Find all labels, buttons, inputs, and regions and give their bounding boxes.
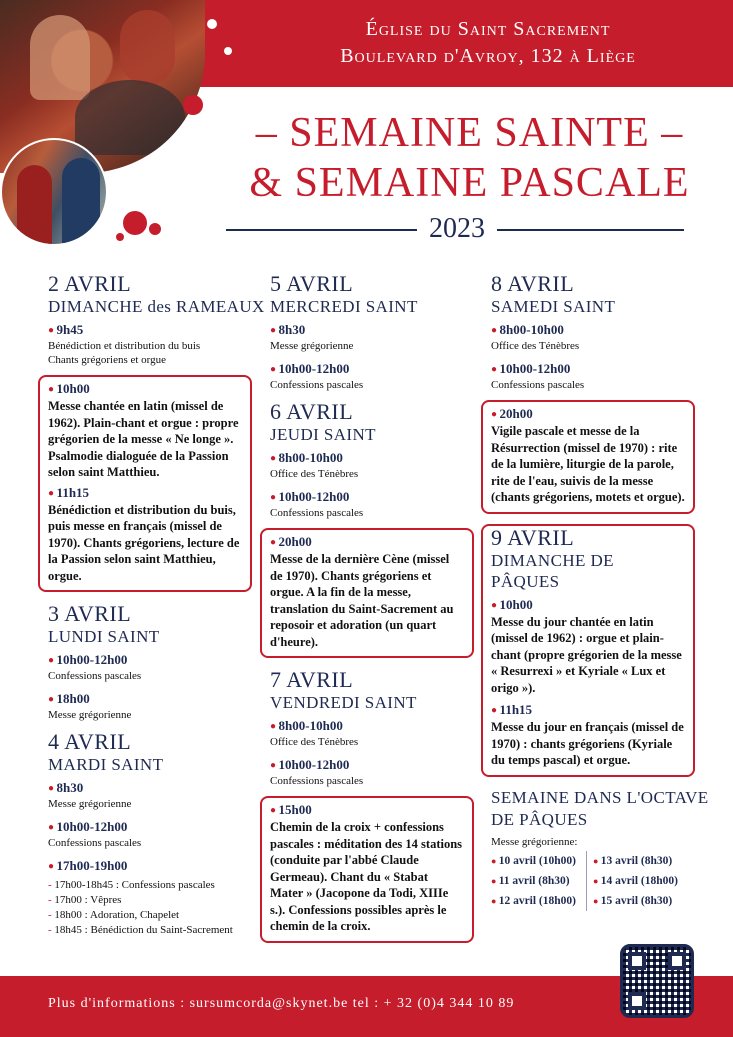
schedule-description: Vigile pascale et messe de la Résurrection (missel de 1970) : rite de la lumière, liturgie de la parole, rite de l'eau, suivis de la messe (chants grégoriens, motets et orgue). [491, 424, 685, 504]
church-name: Église du Saint Sacrement [365, 18, 611, 40]
schedule-time: ● 9h45 [48, 322, 268, 339]
day-section [270, 668, 490, 943]
schedule-time: ● 8h00-10h00 [270, 718, 490, 735]
day-date: 4 AVRIL [48, 729, 132, 754]
schedule-description: Confessions pascales [48, 837, 142, 849]
highlight-box [260, 528, 474, 658]
day-section [491, 272, 711, 514]
title-line-2: & SEMAINE PASCALE [249, 160, 690, 206]
qr-corner-icon [668, 952, 686, 970]
day-section [270, 272, 490, 392]
schedule-description: Confessions pascales [270, 507, 364, 519]
day-section [270, 400, 490, 658]
day-name: SAMEDI SAINT [491, 297, 616, 316]
schedule-description: Office des Ténèbres [270, 468, 359, 480]
decorative-dot [116, 233, 124, 241]
schedule-description: Confessions pascales [48, 670, 142, 682]
schedule-time: ● 10h00-12h00 [270, 361, 490, 378]
schedule-description: Messe grégorienne [270, 340, 354, 352]
church-header [268, 16, 708, 70]
octave-left-list [491, 851, 576, 911]
column-2 [270, 272, 490, 953]
day-date: 2 AVRIL [48, 271, 132, 296]
qr-corner-icon [628, 992, 646, 1010]
schedule-description: Bénédiction et distribution du buis, puis messe en français (missel de 1970). Chants grégoriens, lecture de la Passion selon saint Matthieu, orgue. [48, 502, 240, 583]
schedule-time: ● 10h00-12h00 [48, 652, 268, 669]
day-name: DIMANCHE DE PÂQUES [491, 550, 614, 591]
decorative-dot [183, 95, 203, 115]
octave-dates [491, 851, 711, 911]
day-name: JEUDI SAINT [270, 425, 376, 444]
schedule-time: ● 20h00 [270, 534, 464, 551]
schedule-description: Chemin de la croix + confessions pascales : méditation des 14 stations (conduite par l'abbé Claude Germeau). Chant du « Stabat Mater » (Jacopone da Todi, XIIIe s.). Confessions possibles après le chemin de la croix. [270, 820, 463, 933]
schedule-description: Messe de la dernière Cène (missel de 1970). Chants grégoriens et orgue. A la fin de la messe, translation du Saint-Sacrement au reposoir et adoration (un quart d'heure). [270, 552, 454, 649]
schedule-description: Messe chantée en latin (missel de 1962). Plain-chant et orgue : propre grégorien de la messe « Ne longe ». Psalmodie dialoguée de la Passion selon saint Matthieu. [48, 399, 239, 479]
schedule-time: ● 8h30 [48, 780, 268, 797]
schedule-time: ● 10h00-12h00 [48, 819, 268, 836]
schedule-time: ● 20h00 [491, 406, 685, 423]
highlight-box [481, 400, 695, 514]
octave-label: Messe grégorienne: [491, 835, 578, 848]
schedule-time: ● 8h30 [270, 322, 490, 339]
day-date: 6 AVRIL [270, 399, 354, 424]
day-section [48, 272, 268, 592]
decorative-dot [207, 19, 217, 29]
subitem: - 18h45 : Bénédiction du Saint-Sacrement [48, 923, 268, 938]
schedule-description: Office des Ténèbres [270, 736, 359, 748]
day-section [48, 602, 268, 722]
schedule-description: Confessions pascales [270, 775, 364, 787]
octave-date: ● 12 avril (18h00) [491, 891, 576, 911]
octave-date: ● 15 avril (8h30) [593, 891, 678, 911]
schedule-description: Office des Ténèbres [491, 340, 580, 352]
octave-section [491, 787, 711, 911]
schedule-time: ● 8h00-10h00 [270, 450, 490, 467]
day-name: DIMANCHE des RAMEAUX [48, 297, 265, 316]
octave-right-list [586, 851, 678, 911]
schedule-time: ● 10h00-12h00 [270, 757, 490, 774]
subitem: - 18h00 : Adoration, Chapelet [48, 908, 268, 923]
schedule-time: ● 15h00 [270, 802, 464, 819]
qr-corner-icon [628, 952, 646, 970]
day-date: 5 AVRIL [270, 271, 354, 296]
schedule-subitems [48, 878, 268, 938]
church-address: Boulevard d'Avroy, 132 à Liège [340, 45, 636, 67]
decorative-dot [123, 211, 147, 235]
contact-info: Plus d'informations : sursumcorda@skynet.be tel : + 32 (0)4 344 10 89 [48, 996, 515, 1011]
schedule-time: ● 10h00 [48, 381, 242, 398]
schedule-time: ● 8h00-10h00 [491, 322, 711, 339]
highlight-box [481, 524, 695, 777]
column-3 [491, 272, 711, 911]
schedule-description: Confessions pascales [270, 379, 364, 391]
schedule-time: ● 10h00-12h00 [491, 361, 711, 378]
subitem: - 17h00 : Vêpres [48, 893, 268, 908]
schedule-time: ● 10h00 [491, 597, 685, 614]
event-title [212, 108, 727, 208]
schedule-description: Messe grégorienne [48, 709, 132, 721]
qr-code-icon [620, 944, 694, 1018]
day-name: VENDREDI SAINT [270, 693, 417, 712]
octave-date: ● 11 avril (8h30) [491, 871, 576, 891]
octave-date: ● 14 avril (18h00) [593, 871, 678, 891]
schedule-description: Confessions pascales [491, 379, 585, 391]
circular-painting-image [0, 138, 108, 246]
day-section [48, 730, 268, 938]
octave-date: ● 13 avril (8h30) [593, 851, 678, 871]
day-date: 9 AVRIL [491, 524, 575, 550]
title-line-1: – SEMAINE SAINTE – [255, 110, 684, 156]
octave-date: ● 10 avril (10h00) [491, 851, 576, 871]
day-date: 3 AVRIL [48, 601, 132, 626]
decorative-dot [224, 47, 232, 55]
schedule-description: Bénédiction et distribution du buis Chants grégoriens et orgue [48, 340, 201, 366]
schedule-time: ● 10h00-12h00 [270, 489, 490, 506]
highlight-box [38, 375, 252, 592]
day-section [491, 524, 711, 777]
day-date: 7 AVRIL [270, 667, 354, 692]
subitem: - 17h00-18h45 : Confessions pascales [48, 878, 268, 893]
schedule-time: ● 11h15 [48, 485, 242, 502]
schedule-description: Messe du jour chantée en latin (missel de 1962) : orgue et plain-chant (propre grégorien de la messe « Resurrexi » et Kyriale « Lux et origo »). [491, 614, 682, 695]
schedule-time: ● 18h00 [48, 691, 268, 708]
schedule-time: ● 11h15 [491, 702, 685, 719]
octave-title: SEMAINE DANS L'OCTAVE DE PÂQUES [491, 787, 709, 829]
decorative-dot [149, 223, 161, 235]
schedule-time: ● 17h00-19h00 [48, 858, 268, 875]
day-name: MARDI SAINT [48, 755, 164, 774]
day-date: 8 AVRIL [491, 271, 575, 296]
day-name: MERCREDI SAINT [270, 297, 418, 316]
year-label: 2023 [417, 212, 497, 246]
column-1 [48, 272, 268, 938]
schedule-description: Messe grégorienne [48, 798, 132, 810]
day-name: LUNDI SAINT [48, 627, 160, 646]
schedule-description: Messe du jour en français (missel de 1970) : chants grégoriens (Kyriale du temps pascal) et orgue. [491, 720, 684, 767]
highlight-box [260, 796, 474, 943]
